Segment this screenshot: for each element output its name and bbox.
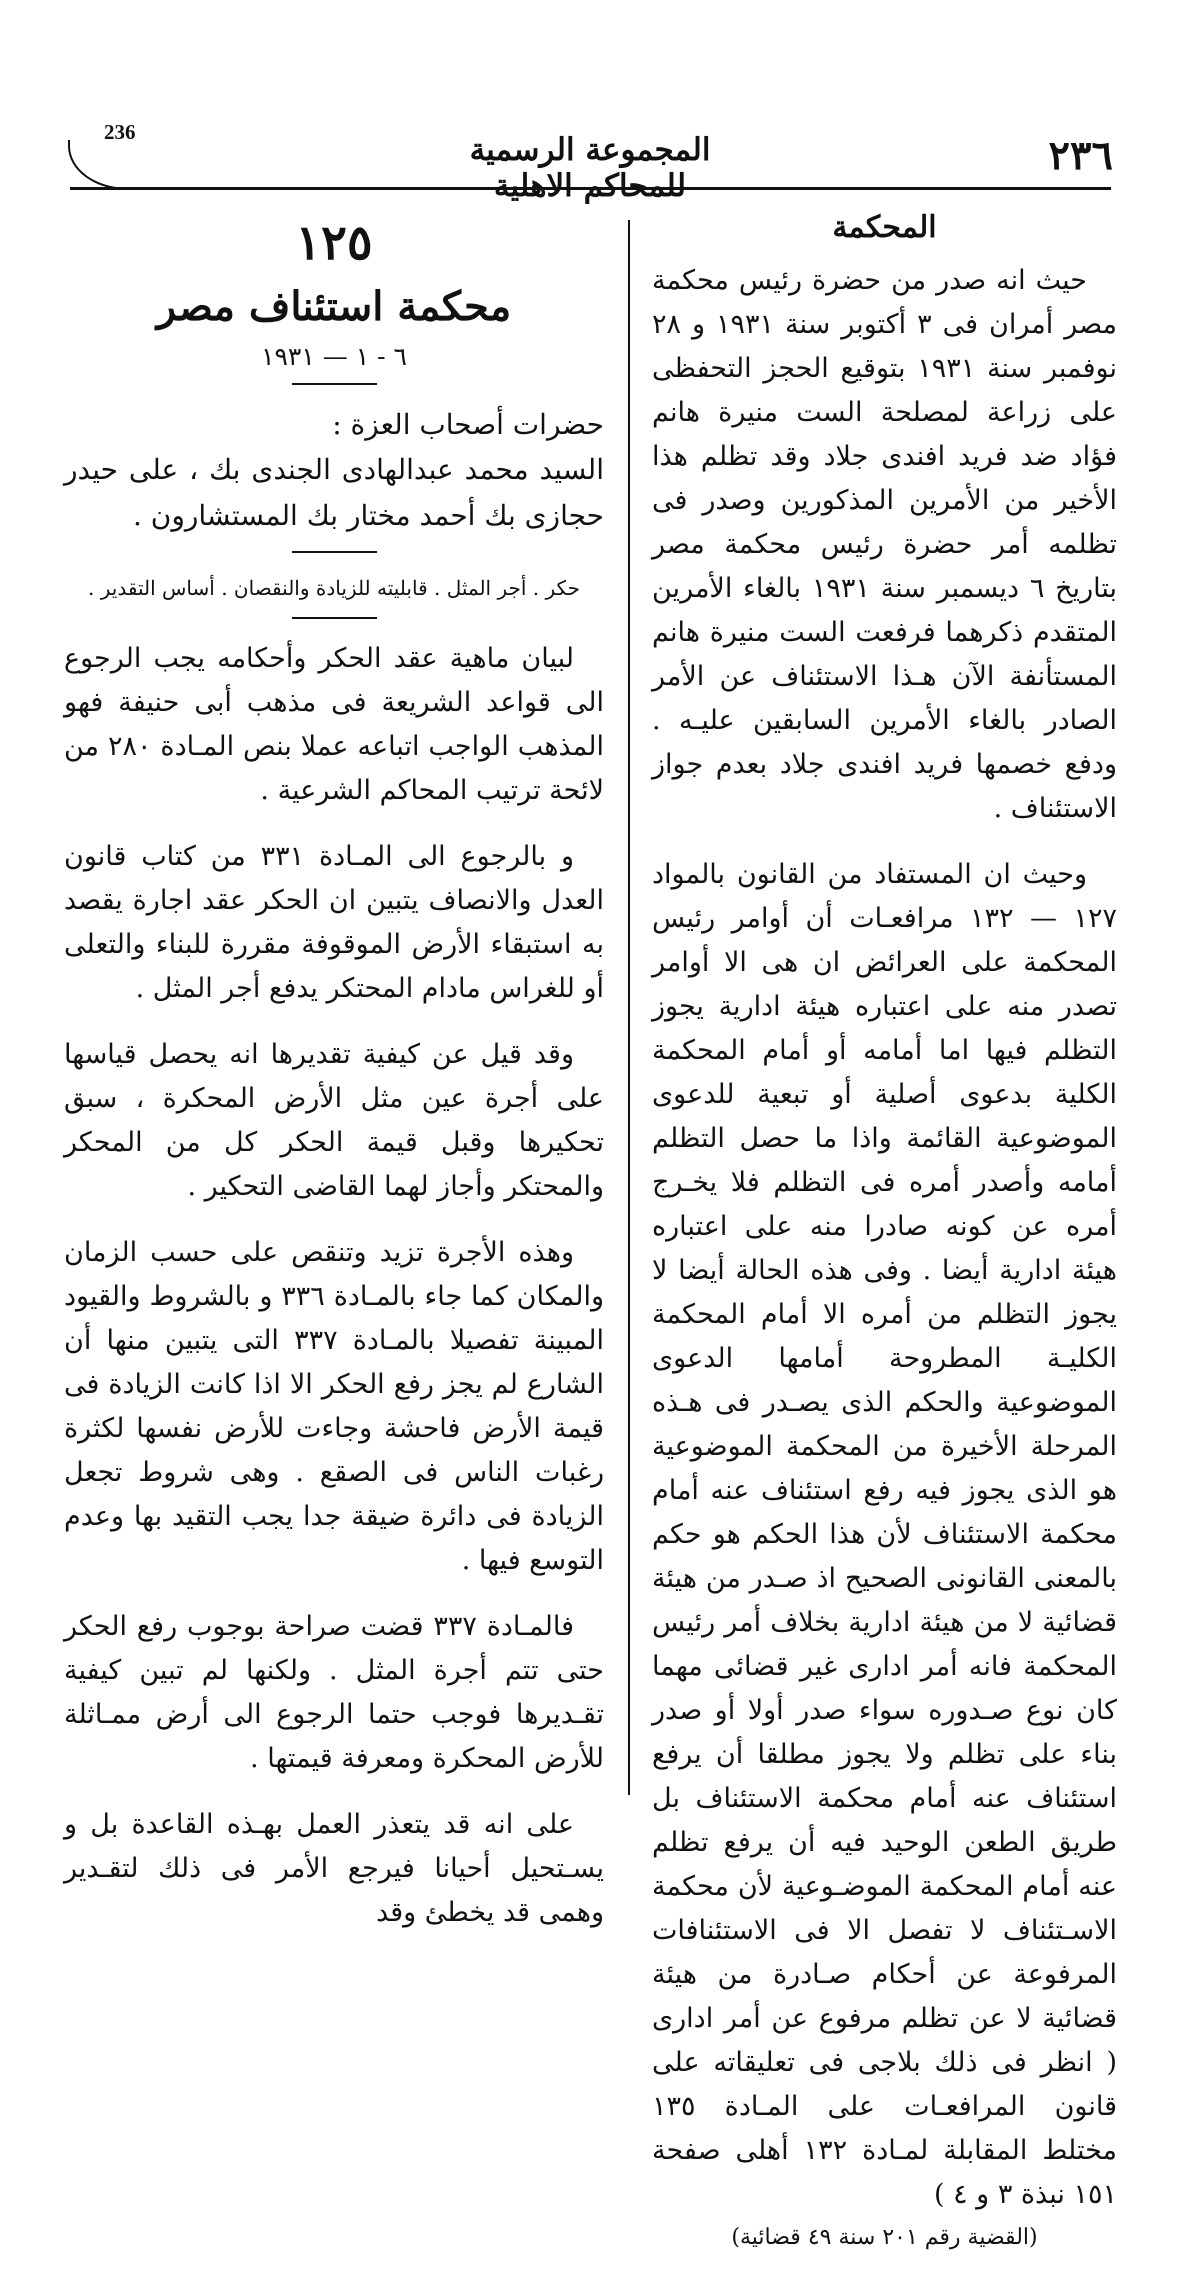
- header-rule: [70, 187, 1111, 190]
- judges-names: السيد محمد عبدالهادى الجندى بك ، على حيدر حجازى بك أحمد مختار بك المستشارون .: [64, 453, 604, 532]
- case-date: ٦ - ١ — ١٩٣١: [261, 342, 407, 371]
- page-number-latin: 236: [104, 120, 136, 144]
- right-column: [652, 210, 1117, 2272]
- judges-label: حضرات أصحاب العزة :: [332, 408, 604, 441]
- case-reference: (القضية رقم ٢٠١ سنة ٤٩ قضائية): [731, 2225, 1038, 2250]
- paragraph: فالمـادة ٣٣٧ قضت صراحة بوجوب رفع الحكر حتى تتم أجرة المثل . ولكنها لم تبين كيفية تقـديرها فوجب حتما الرجوع الى أرض ممـاثلة للأرض المحكرة ومعرفة قيمتها .: [64, 1611, 604, 1774]
- running-title: المجموعة الرسمية للمحاكم الاهلية: [469, 132, 711, 204]
- keywords: حكر . أجر المثل . قابليته للزيادة والنقصان . أساس التقدير .: [88, 576, 580, 600]
- header-rule-flourish: [68, 140, 140, 190]
- paragraph: لبيان ماهية عقد الحكر وأحكامه يجب الرجوع الى قواعد الشريعة فى مذهب أبى حنيفة فهو المذهب الواجب اتباعه عملا بنص المـادة ٢٨٠ من لائحة ترتيب المحاكم الشرعية .: [64, 643, 604, 806]
- paragraph: على انه قد يتعذر العمل بهـذه القاعدة بل و يسـتحيل أحيانا فيرجع الأمر فى ذلك لتقـدير وهمى قد يخطئ وقد: [64, 1809, 604, 1928]
- divider: [292, 383, 377, 385]
- paragraph: و بالرجوع الى المـادة ٣٣١ من كتاب قانون العدل والانصاف يتبين ان الحكر عقد اجارة يقصد به استبقاء الأرض الموقوفة مقررة للبناء والتعلى أو للغراس مادام المحتكر يدفع أجر المثل .: [64, 841, 604, 1004]
- left-column: [64, 210, 604, 1935]
- court-name: محكمة استئناف مصر: [156, 283, 512, 330]
- paragraph: حيث انه صدر من حضرة رئيس محكمة مصر أمران فى ٣ أكتوبر سنة ١٩٣١ و ٢٨ نوفمبر سنة ١٩٣١ بتوقيع الحجز التحفظى على زراعة لمصلحة الست منيرة هانم فؤاد ضد فريد افندى جلاد وقد تظلم هذا الأخير من الأمرين المذكورين وصدر فى تظلمه أمر حضرة رئيس محكمة مصر بتاريخ ٦ ديسمبر سنة ١٩٣١ بالغاء الأمرين المتقدم ذكرهما فرفعت الست منيرة هانم المستأنفة الآن هـذا الاستئناف عن الأمر الصادر بالغاء الأمرين السابقين عليـه . ودفع خصمها فريد افندى جلاد بعدم جواز الاستئناف .: [652, 265, 1117, 824]
- column-divider: [628, 220, 630, 1795]
- paragraph: وقد قيل عن كيفية تقديرها انه يحصل قياسها على أجرة عين مثل الأرض المحكرة ، سبق تحكيرها وقبل قيمة الحكر كل من المحكر والمحتكر وأجاز لهما القاضى التحكير .: [64, 1039, 604, 1202]
- paragraph: وحيث ان المستفاد من القانون بالمواد ١٢٧ — ١٣٢ مرافعـات أن أوامر رئيس المحكمة على العرائض ان هى الا أوامر تصدر منه على اعتباره هيئة ادارية يجوز التظلم فيها اما أمامه أو أمام المحكمة الكلية بدعوى أصلية أو تبعية للدعوى الموضوعية القائمة واذا ما حصل التظلم أمامه وأصدر أمره فى التظلم فلا يخـرج أمره عن كونه صادرا منه على اعتباره هيئة ادارية أيضا . وفى هذه الحالة أيضا لا يجوز التظلم من أمره الا أمام المحكمة الكليـة المطروحة أمامها الدعوى الموضوعية والحكم الذى يصـدر فى هـذه المرحلة الأخيرة من المحكمة الموضوعية هو الذى يجوز فيه رفع استئناف عنه أمام محكمة الاستئناف لأن هذا الحكم هو حكم بالمعنى القانونى الصحيح اذ صـدر من هيئة قضائية لا من هيئة ادارية بخلاف أمر رئيس المحكمة فانه أمر ادارى غير قضائى مهما كان نوع صـدوره سواء صدر أولا أو صدر بناء على تظلم ولا يجوز مطلقا أن يرفع استئناف عنه أمام محكمة الاستئناف بل طريق الطعن الوحيد فيه أن يرفع تظلم عنه أمام المحكمة الموضـوعية لأن محكمة الاسـتئناف لا تفصل الا فى الاستئنافات المرفوعة عن أحكام صـادرة من هيئة قضائية لا عن تظلم مرفوع عن أمر ادارى ( انظر فى ذلك بلاجى فى تعليقاته على قانون المرافعـات على المـادة ١٣٥ مختلط المقابلة لمـادة ١٣٢ أهلى صفحة ١٥١ نبذة ٣ و ٤ ): [652, 859, 1117, 2210]
- divider: [292, 617, 377, 619]
- case-number: ١٢٥: [295, 215, 373, 271]
- page-number-arabic: ٢٣٦: [1048, 132, 1113, 179]
- divider: [292, 551, 377, 553]
- court-heading: المحكمة: [832, 210, 937, 245]
- paragraph: وهذه الأجرة تزيد وتنقص على حسب الزمان والمكان كما جاء بالمـادة ٣٣٦ و بالشروط والقيود المبينة تفصيلا بالمـادة ٣٣٧ التى يتبين منها أن الشارع لم يجز رفع الحكر الا اذا كانت الزيادة فى قيمة الأرض فاحشة وجاءت للأرض نفسها لكثرة رغبات الناس فى الصقع . وهى شروط تجعل الزيادة فى دائرة ضيقة جدا يجب التقيد بها وعدم التوسع فيها .: [64, 1237, 605, 1576]
